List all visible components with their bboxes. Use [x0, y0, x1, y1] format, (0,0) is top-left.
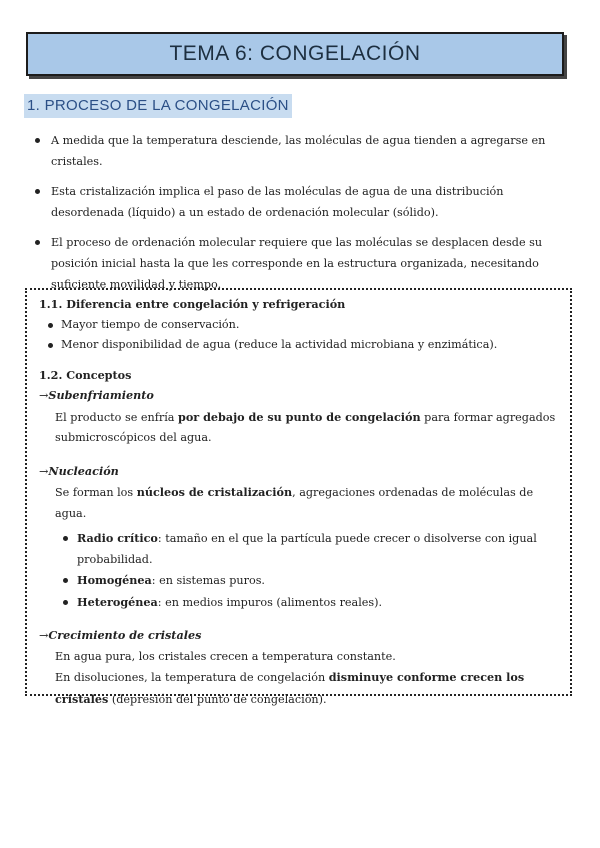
concept-subenfriamiento-title: →Subenfriamiento: [39, 388, 154, 402]
subsection-heading-1-1: 1.1. Diferencia entre congelación y refrigeración: [39, 297, 346, 311]
list-item: Heterogénea: en medios impuros (alimentos reales).: [77, 592, 562, 614]
list-item: Homogénea: en sistemas puros.: [77, 570, 562, 592]
arrow-icon: →: [39, 389, 49, 402]
difference-list: [39, 315, 562, 356]
concept-crecimiento-line2: En disoluciones, la temperatura de congelación disminuye conforme crecen los cristales (depresión del punto de congelación).: [55, 670, 525, 706]
concept-crecimiento-title: →Crecimiento de cristales: [39, 628, 202, 642]
list-item: Mayor tiempo de conservación.: [39, 315, 562, 336]
subsection-heading-1-2: 1.2. Conceptos: [39, 367, 132, 382]
arrow-icon: →: [39, 629, 49, 642]
concepts-box: [25, 288, 572, 706]
arrow-icon: →: [39, 464, 49, 478]
list-item: Radio crítico: tamaño en el que la partícula puede crecer o disolverse con igual probabilidad.: [77, 528, 562, 570]
list-item: Menor disponibilidad de agua (reduce la actividad microbiana y enzimática).: [39, 335, 562, 356]
concept-nucleacion-text: Se forman los núcleos de cristalización, agregaciones ordenadas de moléculas de agua.: [55, 485, 534, 520]
list-item: Esta cristalización implica el paso de las moléculas de agua de una distribución desordenada (líquido) a un estado de ordenación molecular (sólido).: [34, 181, 574, 223]
nucleacion-list: [39, 528, 562, 613]
list-item: El proceso de ordenación molecular requiere que las moléculas se desplacen desde su posición inicial hasta la que les corresponde en la estructura organizada, necesitando suficiente movilidad y tiempo.: [34, 232, 574, 295]
main-bullet-list: [34, 130, 574, 304]
concept-nucleacion-title: →Nucleación: [39, 463, 119, 478]
page-title: TEMA 6: CONGELACIÓN: [26, 32, 564, 76]
list-item: A medida que la temperatura desciende, las moléculas de agua tienden a agregarse en cristales.: [34, 130, 574, 172]
section-heading: 1. PROCESO DE LA CONGELACIÓN: [24, 94, 292, 118]
concept-crecimiento-line1: En agua pura, los cristales crecen a temperatura constante.: [55, 649, 396, 663]
concept-subenfriamiento-text: El producto se enfría por debajo de su punto de congelación para formar agregados submicroscópicos del agua.: [55, 409, 556, 444]
